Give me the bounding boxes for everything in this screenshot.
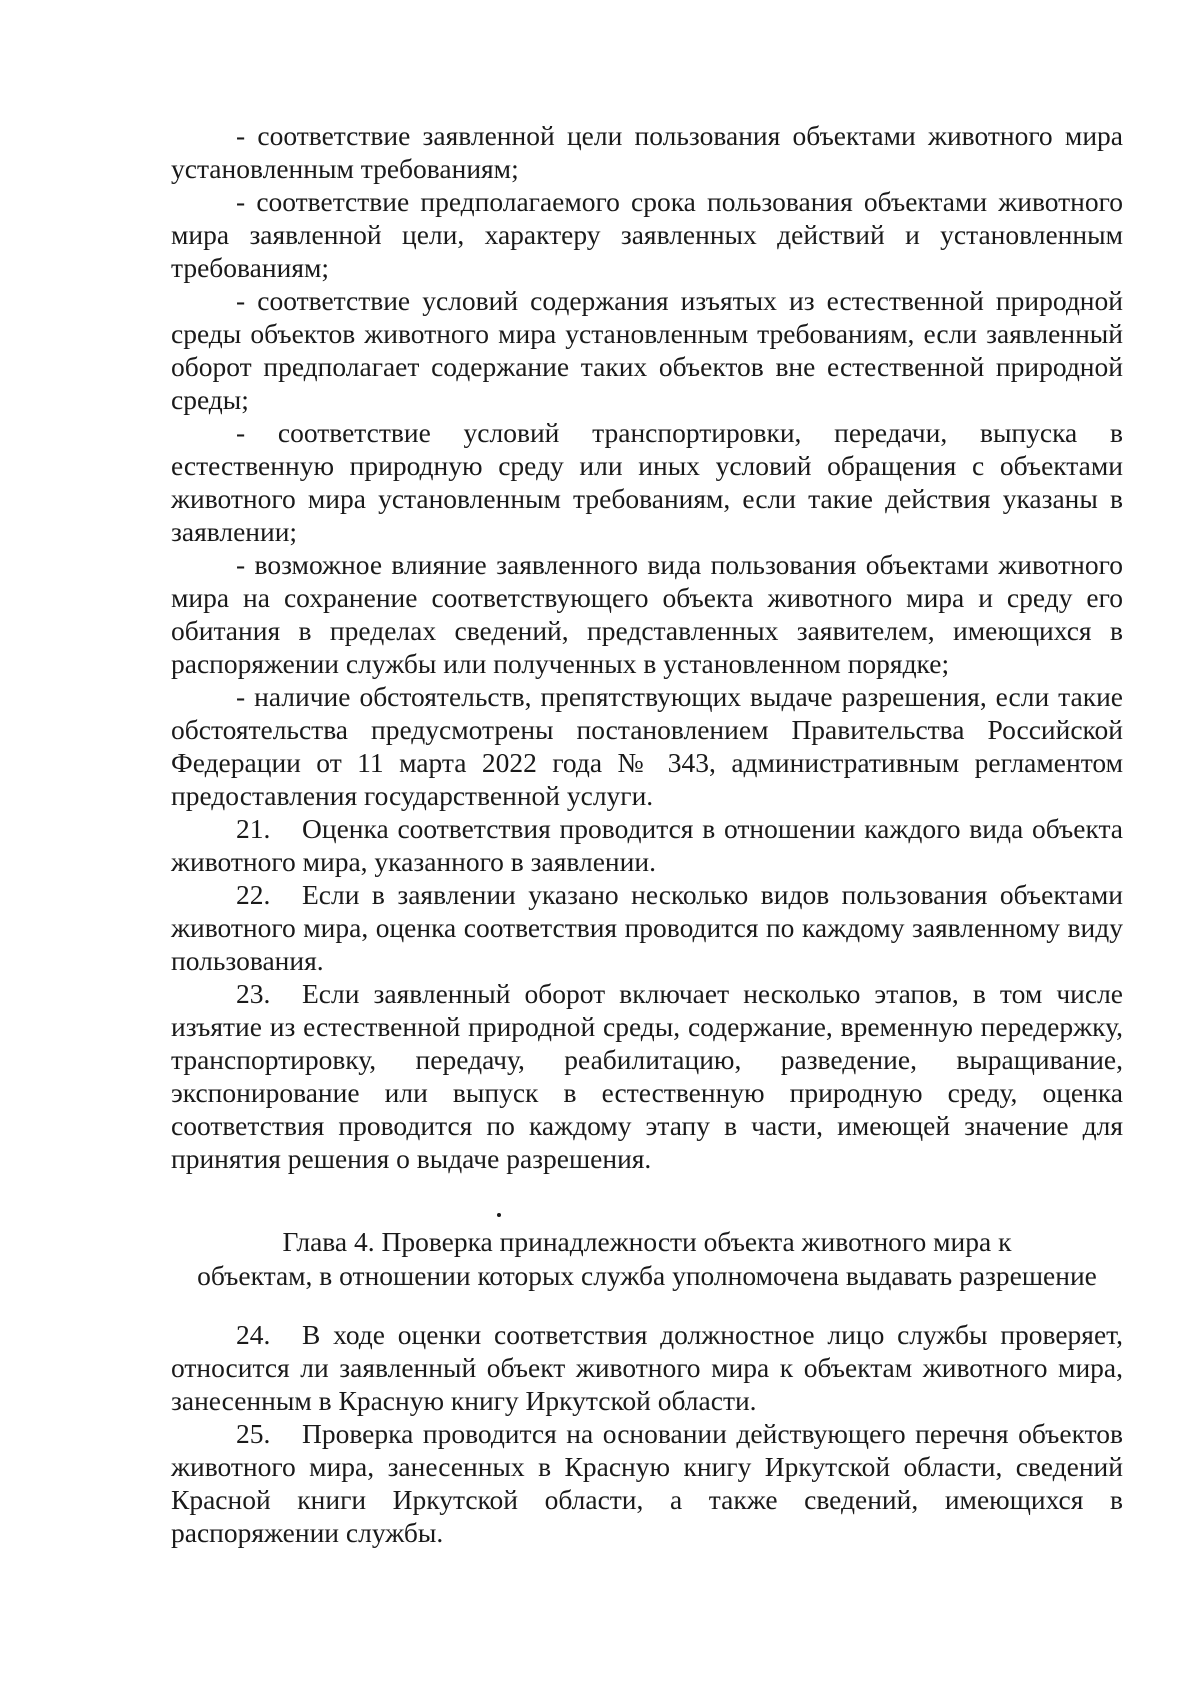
paragraph-number: 24. bbox=[236, 1319, 271, 1350]
paragraph-text: Если заявленный оборот включает несколько этапов, в том числе изъятие из естественной природной среды, содержание, временную передержку, транспортировку, передачу, реабилитацию, разведение, выращивание, экспонирование или выпуск в естественную природную среду, оценка соответствия проводится по каждому этапу в части, имеющей значение для принятия решения о выдаче разрешения. bbox=[171, 978, 1123, 1174]
bullet-paragraph: - возможное влияние заявленного вида пользования объектами животного мира на сохранение соответствующего объекта животного мира и среду его обитания в пределах сведений, представленных заявителем, имеющихся в распоряжении службы или полученных в установленном порядке; bbox=[171, 549, 1123, 679]
paragraph-number: 23. bbox=[236, 978, 271, 1009]
chapter-4-section bbox=[171, 1318, 1123, 1549]
paragraph-number: 22. bbox=[236, 879, 271, 910]
chapter-heading-line: Глава 4. Проверка принадлежности объекта животного мира к bbox=[282, 1226, 1012, 1257]
numbered-paragraph bbox=[171, 1417, 1123, 1549]
paragraph-text: Проверка проводится на основании действующего перечня объектов животного мира, занесенных в Красную книгу Иркутской области, сведений Красной книги Иркутской области, а также сведений, имеющихся в распоряжении службы. bbox=[171, 1418, 1123, 1548]
bullet-paragraph: - соответствие условий содержания изъятых из естественной природной среды объектов животного мира установленным требованиям, если заявленный оборот предполагает содержание таких объектов вне естественной природной среды; bbox=[171, 285, 1123, 415]
numbered-paragraph bbox=[171, 812, 1123, 878]
numbered-paragraph bbox=[171, 1318, 1123, 1417]
paragraph-text: В ходе оценки соответствия должностное лицо службы проверяет, относится ли заявленный объект животного мира к объектам животного мира, занесенным в Красную книгу Иркутской области. bbox=[171, 1319, 1123, 1416]
bullet-paragraph: - соответствие предполагаемого срока пользования объектами животного мира заявленной цели, характеру заявленных действий и установленным требованиям; bbox=[171, 186, 1123, 283]
numbered-paragraph bbox=[171, 977, 1123, 1175]
requirements-section bbox=[171, 119, 1123, 1175]
paragraph-text: Оценка соответствия проводится в отношении каждого вида объекта животного мира, указанного в заявлении. bbox=[171, 813, 1123, 877]
bullet-paragraph: - соответствие заявленной цели пользования объектами животного мира установленным требованиям; bbox=[171, 120, 1123, 184]
numbered-paragraph bbox=[171, 878, 1123, 977]
bullet-paragraph: - соответствие условий транспортировки, передачи, выпуска в естественную природную среду или иных условий обращения с объектами животного мира установленным требованиям, если такие действия указаны в заявлении; bbox=[171, 417, 1123, 547]
paragraph-text: Если в заявлении указано несколько видов пользования объектами животного мира, оценка соответствия проводится по каждому заявленному виду пользования. bbox=[171, 879, 1123, 976]
paragraph-number: 25. bbox=[236, 1418, 271, 1449]
scan-speck bbox=[497, 1213, 501, 1217]
chapter-heading bbox=[171, 1225, 1123, 1293]
chapter-heading-line: объектам, в отношении которых служба уполномочена выдавать разрешение bbox=[197, 1260, 1097, 1291]
bullet-paragraph: - наличие обстоятельств, препятствующих выдаче разрешения, если такие обстоятельства предусмотрены постановлением Правительства Российской Федерации от 11 марта 2022 года № 343, административным регламентом предоставления государственной услуги. bbox=[171, 681, 1123, 811]
paragraph-number: 21. bbox=[236, 813, 271, 844]
